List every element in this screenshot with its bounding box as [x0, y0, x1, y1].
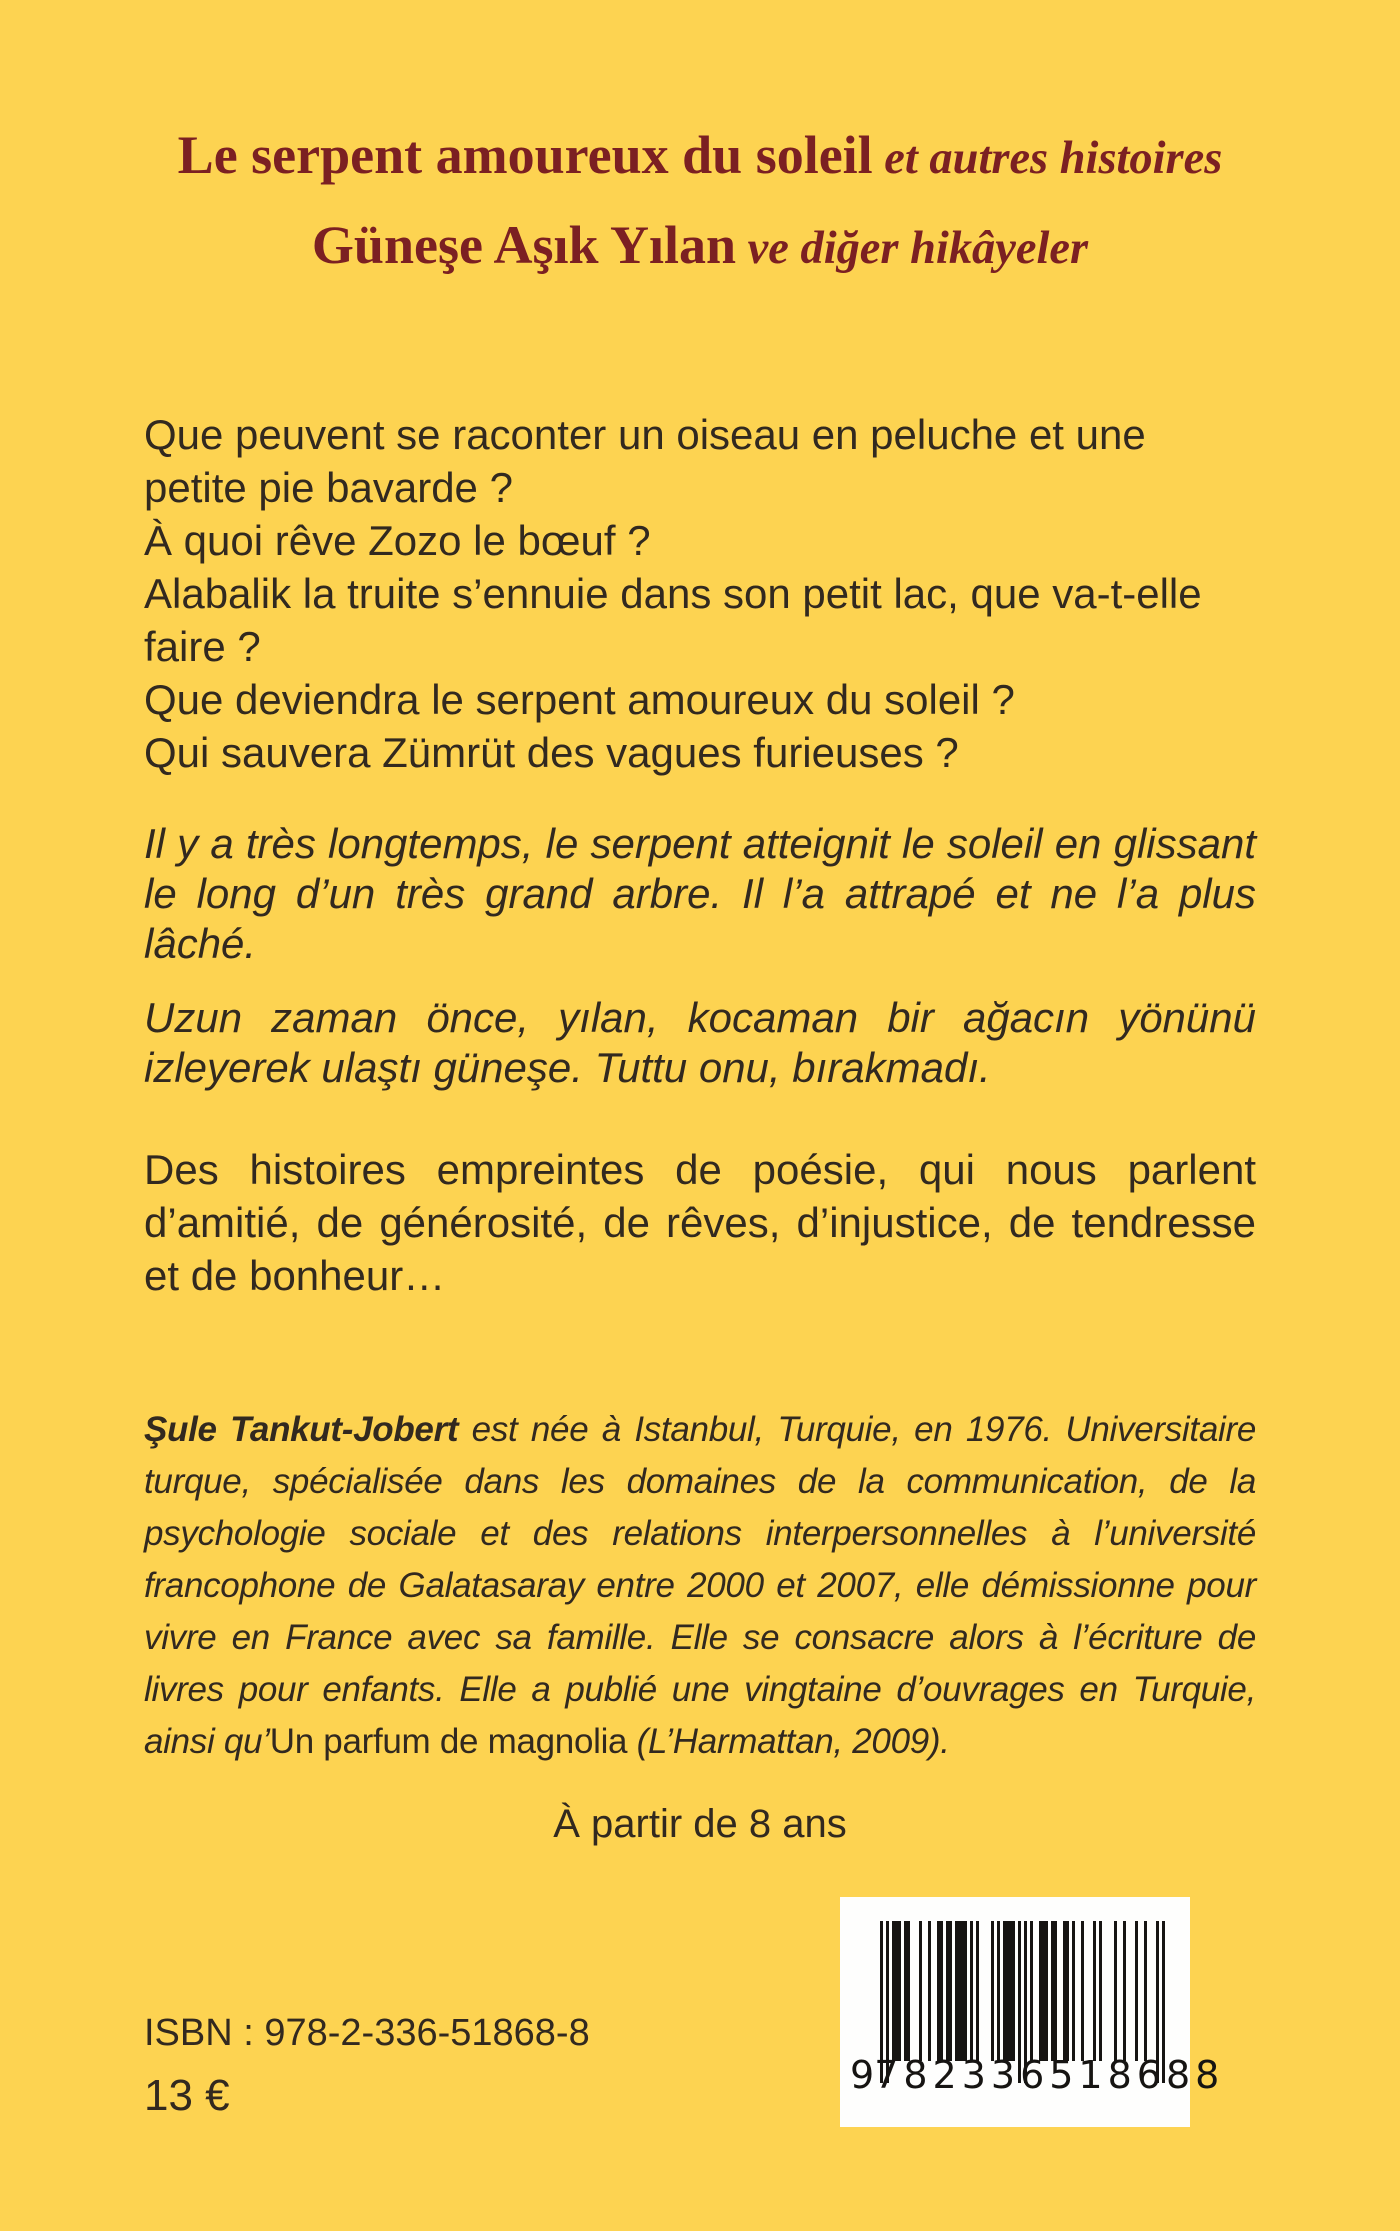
barcode-bars [880, 1921, 1165, 2061]
title-block [144, 0, 1256, 292]
question-line-2: À quoi rêve Zozo le bœuf ? [144, 517, 651, 564]
question-line-5: Qui sauvera Zümrüt des vagues furieuses ? [144, 729, 959, 776]
question-line-1: Que peuvent se raconter un oiseau en peluche et une petite pie bavarde ? [144, 411, 1146, 511]
story-excerpt-turkish: Uzun zaman önce, yılan, kocaman bir ağacın yönünü izleyerek ulaştı güneşe. Tuttu onu, bırakmadı. [144, 994, 1256, 1091]
question-line-3: Alabalik la truite s’ennuie dans son petit lac, que va-t-elle faire ? [144, 570, 1202, 670]
summary-paragraph: Des histoires empreintes de poésie, qui nous parlent d’amitié, de générosité, de rêves, d’injustice, de tendresse et de bonheur… [144, 1146, 1256, 1299]
barcode-digits [840, 2053, 1225, 2097]
questions-block [144, 408, 1256, 779]
age-note: À partir de 8 ans [553, 1802, 847, 1846]
isbn-price-block [144, 2012, 590, 2121]
story-excerpt-french: Il y a très longtemps, le serpent atteignit le soleil en glissant le long d’un très grand arbre. Il l’a attrapé et ne l’a plus lâché. [144, 820, 1256, 967]
isbn-text: ISBN : 978-2-336-51868-8 [144, 2012, 590, 2054]
title-french: Le serpent amoureux du soleil et autres histoires [177, 125, 1223, 185]
author-bio: Şule Tankut-Jobert est née à Istanbul, Turquie, en 1976. Universitaire turque, spécialisée dans les domaines de la communication, de la psychologie sociale et des relations interpersonnelles à l’université francophone de Galatasaray entre 2000 et 2007, elle démissionne pour vivre en France avec sa famille. Elle se consacre alors à l’écriture de livres pour enfants. Elle a publié une vingtaine d’ouvrages en Turquie, ainsi qu’Un parfum de magnolia (L’Harmattan, 2009). [144, 1410, 1256, 1761]
barcode-digit-first: 9 [850, 2053, 875, 2097]
title-turkish: Güneşe Aşık Yılan ve diğer hikâyeler [311, 215, 1089, 275]
barcode-digit-group1: 782336 [874, 2053, 1050, 2097]
barcode-digit-group2: 518688 [1049, 2053, 1225, 2097]
question-line-4: Que deviendra le serpent amoureux du soleil ? [144, 676, 1015, 723]
price-text: 13 € [144, 2071, 230, 2120]
barcode [840, 1897, 1225, 2127]
